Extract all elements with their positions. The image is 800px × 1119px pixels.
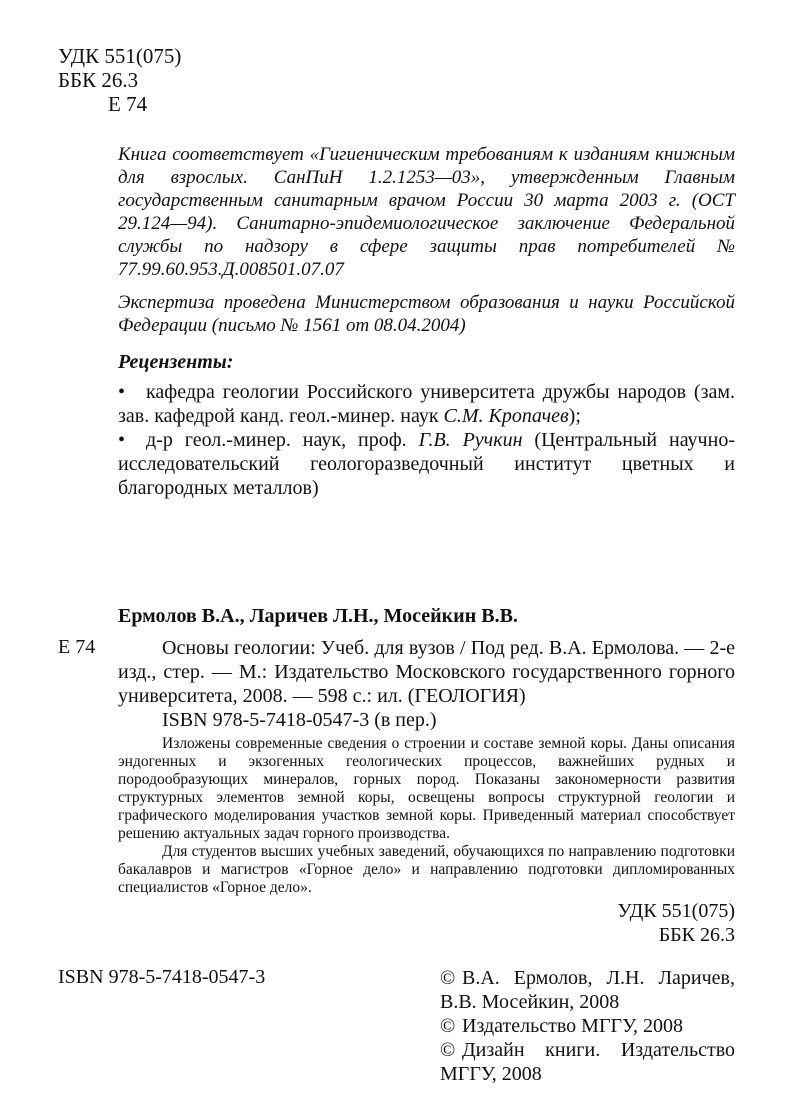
- reviewer-text: д-р геол.-минер. наук, проф.: [146, 429, 419, 451]
- annotation-paragraph: Для студентов высших учебных заведений, обучающихся по направлению подготовки бакалавров и магистров «Горное дело» и направлению подготовки дипломированных специалистов «Горное дело».: [118, 843, 735, 896]
- bbk-code: ББК 26.3: [658, 924, 735, 946]
- copyright-icon: ©: [440, 967, 456, 989]
- copyright-item: [440, 1014, 735, 1038]
- reviewer-item: [118, 428, 735, 500]
- reviewer-text-end: );: [568, 405, 581, 427]
- author-sign-code: Е 74: [108, 92, 148, 116]
- biblio-code: Е 74: [58, 636, 96, 658]
- copyright-text: Издательство МГГУ, 2008: [462, 1015, 683, 1037]
- copyright-item: [440, 966, 735, 1014]
- bottom-classification-codes: [618, 899, 735, 947]
- copyright-text: В.А. Ермолов, Л.Н. Ларичев, В.В. Мосейкин, 2008: [440, 967, 735, 1013]
- reviewer-name: С.М. Кропачев: [443, 405, 569, 427]
- copyright-icon: ©: [440, 1015, 456, 1037]
- reviewers-list: [118, 380, 735, 500]
- copyright-list: [440, 966, 735, 1086]
- expertise-note: Экспертиза проведена Министерством образования и науки Российской Федерации (письмо № 1561 от 08.04.2004): [118, 292, 735, 336]
- reviewer-item: [118, 380, 735, 428]
- copyright-icon: ©: [440, 1039, 456, 1061]
- udk-code: УДК 551(075): [617, 900, 735, 922]
- book-authors: Ермолов В.А., Ларичев Л.Н., Мосейкин В.В.: [118, 605, 518, 627]
- reviewer-text-end: (Центральный научно-исследовательский геологоразведочный институт цветных и благородных металлов): [118, 429, 735, 499]
- biblio-text: Основы геологии: Учеб. для вузов / Под ред. В.А. Ермолова. — 2-е изд., стер. — М.: Издательство Московского государственного горного университета, 2008. — 598 с.: ил. (ГЕОЛОГИЯ): [118, 637, 735, 707]
- bullet-icon: •: [118, 429, 126, 451]
- top-classification-codes: [58, 44, 181, 116]
- reviewers-title: Рецензенты:: [118, 351, 234, 373]
- bbk-code: ББК 26.3: [58, 68, 139, 92]
- annotation-paragraph: Изложены современные сведения о строении и составе земной коры. Даны описания эндогенных и экзогенных геологических процессов, важнейших рудных и породообразующих минералов, горных пород. Показаны закономерности развития структурных элементов земной коры, освещены вопросы структурной геологии и графического моделирования участков земной коры. Приведенный материал способствует решению актуальных задач горного производства.: [118, 735, 735, 842]
- bibliographic-record: [118, 636, 735, 732]
- annotation: [118, 735, 735, 897]
- isbn: ISBN 978-5-7418-0547-3: [58, 966, 266, 988]
- copyright-text: Дизайн книги. Издательство МГГУ, 2008: [440, 1039, 735, 1085]
- bullet-icon: •: [118, 381, 126, 403]
- biblio-isbn: ISBN 978-5-7418-0547-3 (в пер.): [162, 709, 437, 731]
- reviewer-name: Г.В. Ручкин: [418, 429, 523, 451]
- reviewer-text: кафедра геологии Российского университета дружбы народов (зам. зав. кафедрой канд. геол.-минер. наук: [118, 381, 735, 427]
- hygiene-note: Книга соответствует «Гигиеническим требованиям к изданиям книжным для взрослых. СанПиН 1.2.1253—03», утвержденным Главным государственным санитарным врачом России 30 марта 2003 г. (ОСТ 29.124—94). Санитарно-эпидемиологическое заключение Федеральной службы по надзору в сфере защиты прав потребителей № 77.99.60.953.Д.008501.07.07: [118, 144, 735, 280]
- udk-code: УДК 551(075): [58, 44, 182, 68]
- copyright-item: [440, 1038, 735, 1086]
